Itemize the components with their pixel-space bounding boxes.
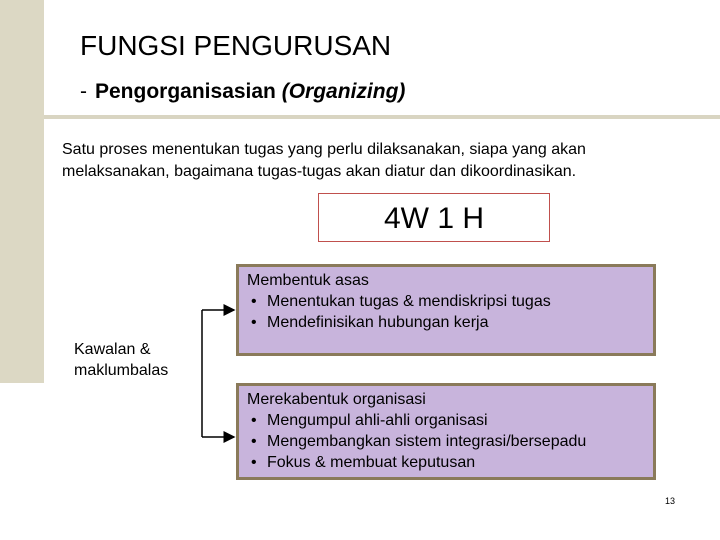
subtitle-dash: - — [80, 80, 87, 103]
box-1-heading: Membentuk asas — [247, 272, 369, 289]
box-2-list — [247, 410, 645, 473]
page-number: 13 — [665, 496, 676, 506]
box-1-list — [247, 291, 645, 333]
slide-title: FUNGSI PENGURUSAN — [80, 30, 392, 61]
box-1-item: • Mendefinisikan hubungan kerja — [247, 312, 645, 333]
box-2-item: • Fokus & membuat keputusan — [247, 452, 645, 473]
box-2-item: • Mengembangkan sistem integrasi/bersepadu — [247, 431, 645, 452]
box-2-heading: Merekabentuk organisasi — [247, 391, 426, 408]
box-1-item: • Menentukan tugas & mendiskripsi tugas — [247, 291, 645, 312]
subtitle-main: Pengorganisasian — [95, 80, 276, 103]
highlight-box: 4W 1 H — [318, 193, 550, 242]
box-merekabentuk-organisasi — [236, 383, 656, 480]
box-2-item: • Mengumpul ahli-ahli organisasi — [247, 410, 645, 431]
subtitle-english: (Organizing) — [281, 80, 406, 103]
definition-text: Satu proses menentukan tugas yang perlu dilaksanakan, siapa yang akan melaksanakan, bagaimana tugas-tugas akan diatur dan dikoordinasikan. — [62, 141, 586, 180]
box-membentuk-asas — [236, 264, 656, 356]
feedback-label: Kawalan & maklumbalas — [74, 341, 169, 379]
